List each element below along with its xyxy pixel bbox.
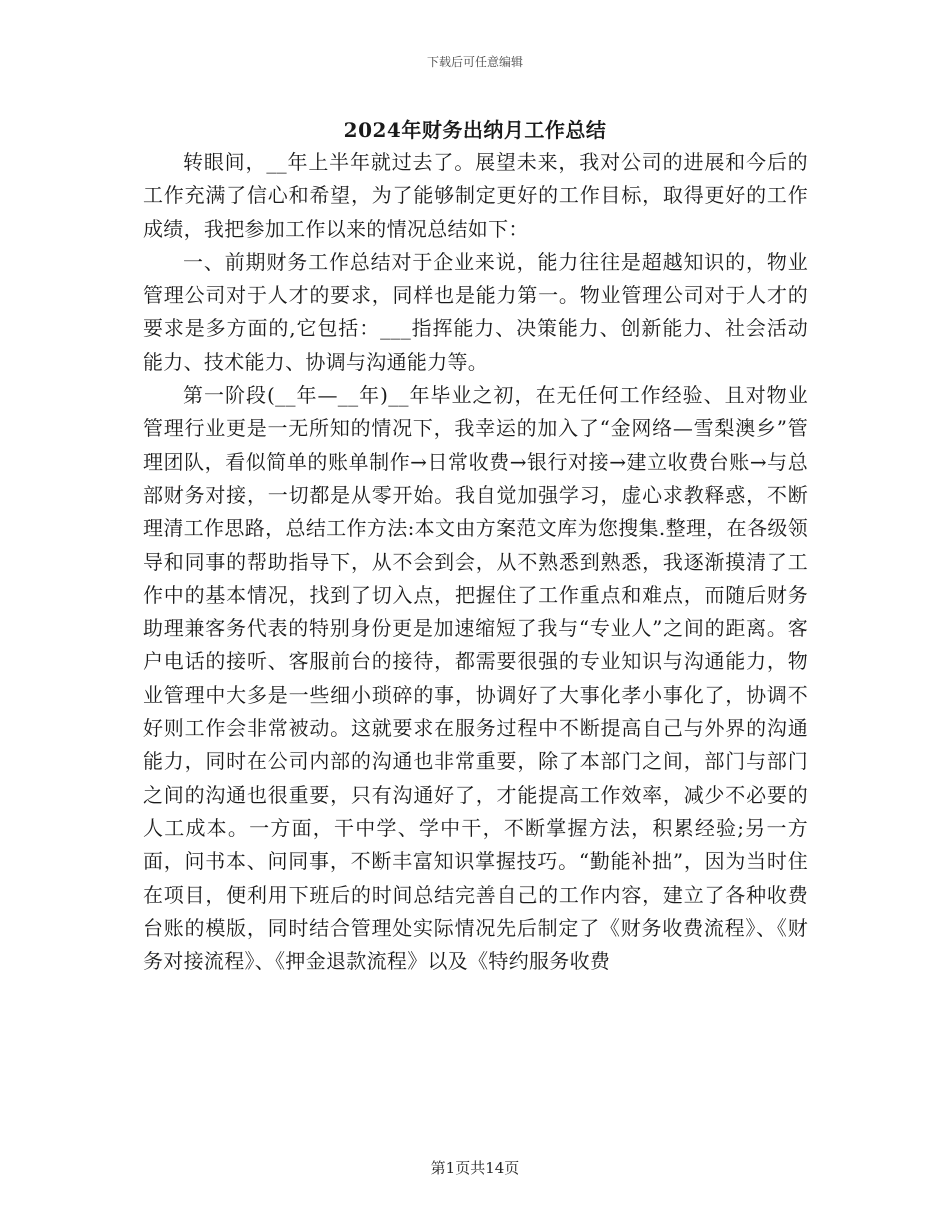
paragraph-stage-one: 第一阶段(__年—__年)__年毕业之初，在无任何工作经验、且对物业管理行业更是一无所知的情况下，我幸运的加入了“金网络—雪梨澳乡”管理团队，看似简单的账单制作→日常收费→银行对接→建立收费台账→与总部财务对接，一切都是从零开始。我自觉加强学习，虚心求教释惑，不断理清工作思路，总结工作方法:本文由方案范文库为您搜集.整理，在各级领导和同事的帮助指导下，从不会到会，从不熟悉到熟悉，我逐渐摸清了工作中的基本情况，找到了切入点，把握住了工作重点和难点，而随后财务助理兼客务代表的特别身份更是加速缩短了我与“专业人”之间的距离。客户电话的接听、客服前台的接待，都需要很强的专业知识与沟通能力，物业管理中大多是一些细小琐碎的事，协调好了大事化孝小事化了，协调不好则工作会非常被动。这就要求在服务过程中不断提高自己与外界的沟通能力，同时在公司内部的沟通也非常重要，除了本部门之间，部门与部门之间的沟通也很重要，只有沟通好了，才能提高工作效率，减少不必要的人工成本。一方面，干中学、学中干，不断掌握方法，积累经验;另一方面，问书本、问同事，不断丰富知识掌握技巧。“勤能补拙”，因为当时住在项目，便利用下班后的时间总结完善自己的工作内容，建立了各种收费台账的模版，同时结合管理处实际情况先后制定了《财务收费流程》、《财务对接流程》、《押金退款流程》以及《特约服务收费: [143, 383, 808, 974]
document-body: [143, 146, 808, 978]
document-title: 2024年财务出纳月工作总结: [343, 118, 607, 142]
header-note: 下载后可任意编辑: [426, 55, 523, 69]
paragraph-section-one: 一、前期财务工作总结对于企业来说，能力往往是超越知识的，物业管理公司对于人才的要求，同样也是能力第一。物业管理公司对于人才的要求是多方面的,它包括：___指挥能力、决策能力、创新能力、社会活动能力、技术能力、协调与沟通能力等。: [143, 249, 808, 374]
page-footer: 第1页共14页: [430, 1159, 520, 1177]
paragraph-intro: 转眼间，__年上半年就过去了。展望未来，我对公司的进展和今后的工作充满了信心和希望，为了能够制定更好的工作目标，取得更好的工作成绩，我把参加工作以来的情况总结如下：: [143, 150, 808, 241]
